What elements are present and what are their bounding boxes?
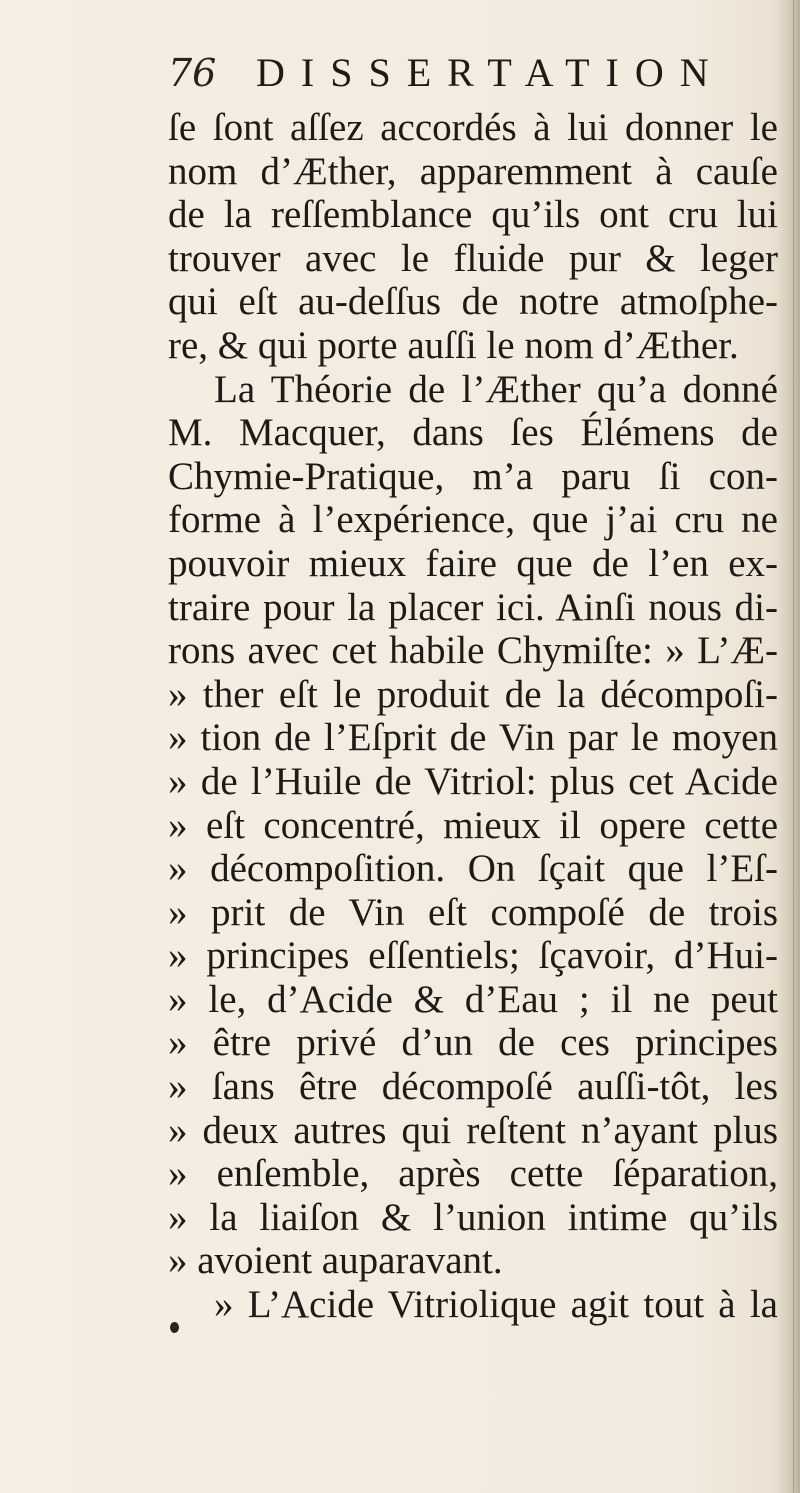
text-line: M. Macquer, dans ſes Élémens de <box>168 411 778 455</box>
ink-spot-mark <box>170 1322 179 1333</box>
text-line: rons avec cet habile Chymiſte: » L’Æ- <box>168 629 778 673</box>
text-line: trouver avec le fluide pur & leger <box>168 236 778 280</box>
quote-line: » être privé d’un de ces principes <box>168 1021 778 1065</box>
text-line: re, & qui porte auſſi le nom d’Æther. <box>168 323 739 367</box>
text-line: de la reſſemblance qu’ils ont cru lui <box>168 193 778 237</box>
body-text <box>168 106 778 1327</box>
quote-line: » la liaiſon & l’union intime qu’ils <box>168 1195 778 1239</box>
text-line: qui eſt au-deſſus de notre atmoſphe- <box>168 280 778 324</box>
text-line: forme à l’expérience, que j’ai cru ne <box>168 498 778 542</box>
quote-line: » décompoſition. On ſçait que l’Eſ- <box>168 847 778 891</box>
quote-line: » tion de l’Eſprit de Vin par le moyen <box>168 716 778 760</box>
text-line: traire pour la placer ici. Ainſi nous di- <box>168 585 778 629</box>
quote-line: » le, d’Acide & d’Eau ; il ne peut <box>168 977 778 1021</box>
quote-line: » enſemble, après cette ſéparation, <box>168 1152 778 1196</box>
quote-line: » deux autres qui reſtent n’ayant plus <box>168 1108 778 1152</box>
text-line: ſe ſont aſſez accordés à lui donner le <box>168 106 778 149</box>
quote-line: » principes eſſentiels; ſçavoir, d’Hui- <box>168 934 778 978</box>
page-header <box>168 46 728 100</box>
page-number: 76 <box>168 51 217 95</box>
text-line: nom d’Æther, apparemment à cauſe <box>168 149 778 193</box>
quote-paragraph-start-line: » L’Acide Vitriolique agit tout à la <box>214 1283 778 1327</box>
text-line: pouvoir mieux faire que de l’en ex- <box>168 541 778 585</box>
running-head: DISSERTATION <box>256 50 725 95</box>
quote-line: » prit de Vin eſt compoſé de trois <box>168 890 778 934</box>
quote-line: » ſans être décompoſé auſſi-tôt, les <box>168 1065 778 1109</box>
text-line: Chymie-Pratique, m’a paru ſi con- <box>168 454 778 498</box>
quote-line: » ther eſt le produit de la décompoſi- <box>168 672 778 716</box>
page-edge-shadow <box>778 0 800 1493</box>
quote-line: » de l’Huile de Vitriol: plus cet Acide <box>168 759 778 803</box>
quote-line: » avoient auparavant. <box>168 1239 503 1283</box>
page-edge-line <box>793 0 794 1493</box>
quote-line: » eſt concentré, mieux il opere cette <box>168 803 778 847</box>
paragraph-start-line: La Théorie de l’Æther qu’a donné <box>214 367 778 411</box>
